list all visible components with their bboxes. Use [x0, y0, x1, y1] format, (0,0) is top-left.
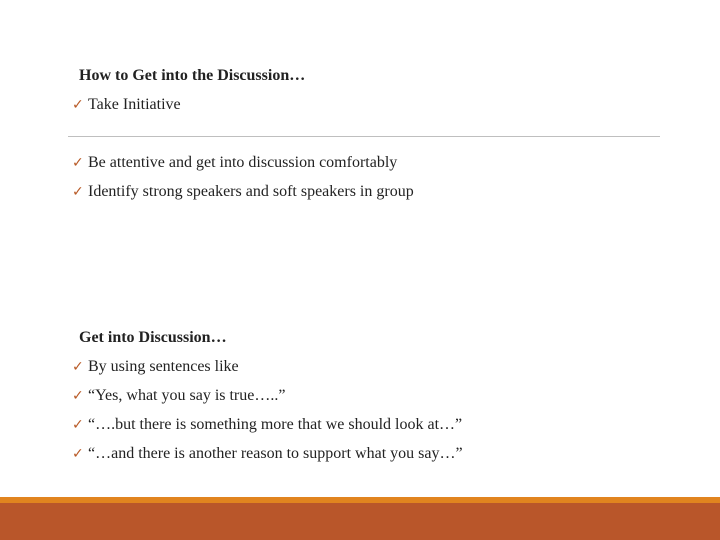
divider-line: [68, 136, 660, 137]
bullet-text: Be attentive and get into discussion comfortably: [88, 154, 398, 171]
section1-heading: How to Get into the Discussion…: [79, 67, 306, 84]
bullet-text: “….but there is something more that we should look at…”: [88, 416, 463, 433]
checkmark-icon: ✓: [72, 446, 84, 462]
section2-heading: Get into Discussion…: [79, 329, 227, 346]
bullet-item: [72, 95, 181, 115]
bullet-item: [72, 357, 239, 377]
bullet-text: “…and there is another reason to support what you say…”: [88, 445, 463, 462]
footer-bar: [0, 503, 720, 540]
bullet-item: [72, 415, 462, 435]
checkmark-icon: ✓: [72, 97, 84, 113]
bullet-text: “Yes, what you say is true…..”: [88, 387, 286, 404]
bullet-item: [72, 444, 463, 464]
checkmark-icon: ✓: [72, 155, 84, 171]
bullet-item: [72, 386, 285, 406]
checkmark-icon: ✓: [72, 417, 84, 433]
bullet-text: Take Initiative: [88, 96, 181, 113]
bullet-item: [72, 153, 397, 173]
bullet-text: Identify strong speakers and soft speakers in group: [88, 183, 414, 200]
checkmark-icon: ✓: [72, 184, 84, 200]
checkmark-icon: ✓: [72, 388, 84, 404]
checkmark-icon: ✓: [72, 359, 84, 375]
bullet-item: [72, 182, 414, 202]
bullet-text: By using sentences like: [88, 358, 239, 375]
